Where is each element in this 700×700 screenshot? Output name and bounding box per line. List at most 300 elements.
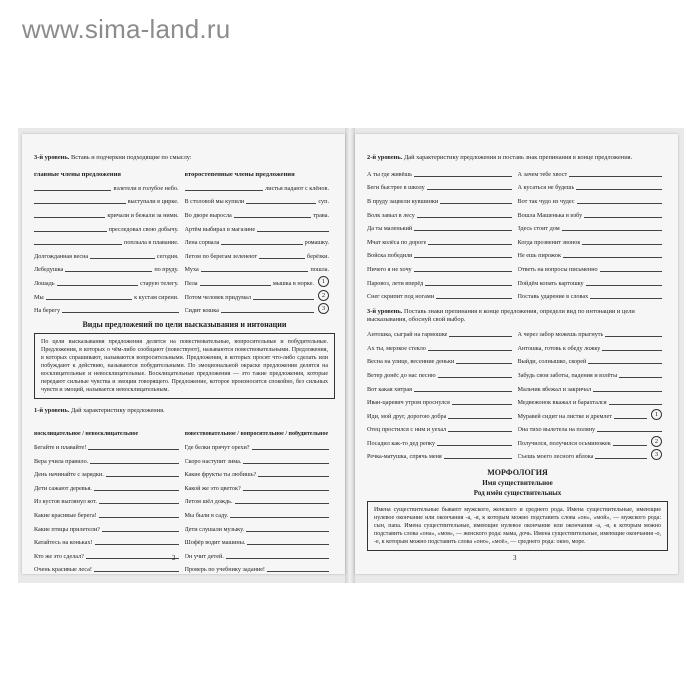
sentence-end: по пруду. bbox=[154, 266, 179, 274]
answer-blank[interactable] bbox=[448, 418, 511, 419]
answer-blank[interactable] bbox=[90, 258, 155, 259]
answer-blank[interactable] bbox=[258, 476, 329, 477]
answer-blank[interactable] bbox=[221, 312, 314, 313]
sentence-text: Выйди, солнышко, скорей bbox=[517, 358, 587, 366]
exercise-row bbox=[34, 178, 335, 192]
sentence-text: Проверь по учебнику задание! bbox=[184, 566, 265, 574]
sentence-text: Весна на улице, весенние деньки bbox=[367, 358, 455, 366]
sentence-text: Антошка, готовь к обеду ложку bbox=[517, 344, 601, 352]
answer-blank[interactable] bbox=[609, 404, 662, 405]
answer-blank[interactable] bbox=[94, 490, 179, 491]
answer-blank[interactable] bbox=[106, 476, 179, 477]
answer-blank[interactable] bbox=[597, 431, 662, 432]
left-level3-heading: 3-й уровень. Вставь и подчеркни подходящие по смыслу: bbox=[34, 154, 192, 161]
exercise-cell bbox=[34, 253, 185, 260]
sentence-text: Кто же это сделал? bbox=[34, 552, 84, 560]
exercise-cell bbox=[518, 252, 669, 259]
answer-blank[interactable] bbox=[46, 299, 132, 300]
exercise-cell bbox=[34, 471, 185, 478]
exercise-cell bbox=[518, 198, 669, 205]
left-level1-rows bbox=[34, 437, 335, 573]
sentence-end: суп. bbox=[318, 198, 329, 206]
answer-blank[interactable] bbox=[247, 544, 329, 545]
exercise-cell bbox=[34, 566, 185, 573]
sentence-text: Муравей сидит на листке и дремлет bbox=[517, 412, 612, 420]
answer-blank[interactable] bbox=[34, 217, 105, 218]
exercise-cell bbox=[518, 399, 669, 406]
answer-blank[interactable] bbox=[427, 189, 512, 190]
right-level3-heading: 3-й уровень. Поставь знаки препинания в конце предложения, определи вид по интонации и цели высказывания, обоснуй свой выбор. bbox=[367, 308, 635, 324]
exercise-cell bbox=[185, 266, 336, 273]
exercise-cell bbox=[518, 436, 669, 447]
sentence-text: Отец простился с ним и уехал bbox=[367, 426, 447, 434]
answer-blank[interactable] bbox=[444, 458, 512, 459]
exercise-row bbox=[367, 379, 668, 393]
exercise-cell bbox=[367, 225, 518, 232]
exercise-cell bbox=[34, 512, 185, 519]
sentence-text: Вера учила правило. bbox=[34, 457, 89, 465]
answer-blank[interactable] bbox=[425, 285, 511, 286]
exercise-cell bbox=[367, 171, 518, 178]
exercise-cell bbox=[367, 372, 518, 379]
sentence-end: выступали в цирке. bbox=[127, 198, 179, 206]
answer-blank[interactable] bbox=[414, 230, 511, 231]
page-number-right: 3 bbox=[513, 554, 517, 562]
sentence-text: А ты где живёшь bbox=[367, 170, 412, 178]
sentence-text: Ничего я не хочу bbox=[367, 265, 412, 273]
exercise-cell bbox=[34, 185, 185, 192]
sentence-text: Беги быстрее в школу bbox=[367, 184, 425, 192]
exercise-row bbox=[367, 178, 668, 192]
gender-rule-box: Имена существительные бывают мужского, женского и среднего рода. Имена существительные, имеющие нулевое окончание или окончания -а, -я, к которым можно подставить слова «он», «мой», — мужского рода: сын, папа. Имена существительные, имеющие нулевое окончание или окончания -а, -я, к которым можно подставить слова «она», «моя», — женского рода: мама, дочь. Имена существительные, имеющие окончания -о, -е, к которым можно подставить слова «оно», «моё», — среднего рода: окно, море. bbox=[367, 501, 668, 551]
exercise-row bbox=[34, 273, 335, 287]
answer-blank[interactable] bbox=[605, 336, 662, 337]
answer-blank[interactable] bbox=[569, 176, 662, 177]
sentence-text: Он учит детей. bbox=[184, 552, 224, 560]
exercise-cell bbox=[367, 345, 518, 352]
answer-blank[interactable] bbox=[614, 418, 647, 419]
exercise-cell bbox=[185, 276, 336, 287]
sentence-end: взлетели в голубое небо. bbox=[113, 184, 179, 192]
answer-blank[interactable] bbox=[99, 503, 179, 504]
answer-blank[interactable] bbox=[246, 203, 316, 204]
exercise-cell bbox=[367, 413, 518, 420]
exercise-cell bbox=[367, 399, 518, 406]
exercise-cell bbox=[34, 539, 185, 546]
answer-blank[interactable] bbox=[102, 531, 179, 532]
sentence-start: Потом человек придумал bbox=[184, 293, 251, 301]
answer-blank[interactable] bbox=[584, 217, 662, 218]
exercise-cell bbox=[367, 212, 518, 219]
answer-blank[interactable] bbox=[593, 391, 662, 392]
sentence-text: Вот какая хитрая bbox=[367, 385, 412, 393]
exercise-cell bbox=[518, 280, 669, 287]
exercise-cell bbox=[518, 266, 669, 273]
sentence-text: Посадил как-то дед репку bbox=[367, 439, 436, 447]
page-number-left: 2 bbox=[172, 554, 176, 562]
exercise-row bbox=[367, 338, 668, 352]
exercise-cell bbox=[518, 449, 669, 460]
watermark: www.sima-land.ru bbox=[22, 14, 231, 44]
answer-blank[interactable] bbox=[428, 244, 511, 245]
sentence-text: Дети сажают деревья. bbox=[34, 484, 92, 492]
sentence-start: Артём выбирал в магазине bbox=[184, 225, 256, 233]
exercise-row bbox=[34, 546, 335, 560]
sentence-text: Да ты маленький bbox=[367, 225, 413, 233]
exercise-row bbox=[34, 192, 335, 206]
exercise-cell bbox=[367, 266, 518, 273]
exercise-cell bbox=[518, 386, 669, 393]
answer-blank[interactable] bbox=[437, 445, 511, 446]
left-level3-column-heads: главные члены предложения второстепенные члены предложения bbox=[34, 171, 295, 179]
exercise-cell bbox=[34, 458, 185, 465]
exercise-cell bbox=[185, 226, 336, 233]
sentence-end: преследовал свою добычу. bbox=[108, 225, 179, 233]
sentence-start: На берегу bbox=[34, 307, 61, 315]
gender-title: Род имён существительных bbox=[473, 489, 562, 498]
exercise-cell bbox=[34, 239, 185, 246]
sentence-end: сегодня. bbox=[156, 252, 179, 260]
sentence-text: Ответь на вопросы письменно bbox=[517, 265, 598, 273]
sentence-start: Во дворе выросла bbox=[184, 211, 232, 219]
sentence-text: Дети слушали музыку. bbox=[184, 525, 245, 533]
sentence-text: Очень красивые леса! bbox=[34, 566, 92, 574]
exercise-cell bbox=[367, 440, 518, 447]
exercise-row bbox=[34, 287, 335, 301]
sentence-end: кричали и бежали за ними. bbox=[107, 211, 179, 219]
exercise-cell bbox=[185, 303, 336, 314]
sentence-text: Мальчик вбежал и закричал bbox=[517, 385, 592, 393]
exercise-cell bbox=[518, 293, 669, 300]
answer-blank[interactable] bbox=[253, 299, 314, 300]
answer-blank[interactable] bbox=[440, 203, 511, 204]
answer-blank[interactable] bbox=[65, 271, 152, 272]
sentence-text: Когда прозвенит звонок bbox=[517, 238, 581, 246]
exercise-row bbox=[34, 505, 335, 519]
answer-blank[interactable] bbox=[86, 558, 179, 559]
answer-blank[interactable] bbox=[201, 271, 309, 272]
answer-blank[interactable] bbox=[613, 445, 647, 446]
difficulty-number-badge: 1 bbox=[651, 409, 662, 420]
difficulty-number-badge: 3 bbox=[318, 303, 329, 314]
exercise-cell bbox=[367, 358, 518, 365]
answer-blank[interactable] bbox=[88, 449, 178, 450]
answer-blank[interactable] bbox=[34, 231, 107, 232]
sentence-text: Она тихо вылетела на поляну bbox=[517, 426, 596, 434]
sentence-text: Вот так чудо из чудес bbox=[517, 197, 575, 205]
sentence-end: мышка в норке. bbox=[272, 279, 314, 287]
sentence-end: к кустам сирени. bbox=[134, 293, 179, 301]
sentence-text: Иди, мой друг, дорогою добра bbox=[367, 412, 447, 420]
exercise-row bbox=[34, 437, 335, 451]
answer-blank[interactable] bbox=[456, 363, 511, 364]
sentence-text: Шофёр водит машины. bbox=[184, 539, 246, 547]
sentence-text: Скоро наступит зима. bbox=[184, 457, 242, 465]
exercise-cell bbox=[367, 184, 518, 191]
sentence-start: Долгожданная весна bbox=[34, 252, 89, 260]
answer-blank[interactable] bbox=[57, 285, 138, 286]
answer-blank[interactable] bbox=[34, 190, 111, 191]
exercise-row bbox=[34, 451, 335, 465]
answer-blank[interactable] bbox=[62, 312, 178, 313]
right-level2-rows bbox=[367, 164, 668, 300]
sentence-text: Пойдём копать картошку bbox=[517, 279, 584, 287]
sentence-text: Паровоз, лети вперёд bbox=[367, 279, 424, 287]
difficulty-number-badge: 2 bbox=[318, 290, 329, 301]
right-level2-heading: 2-й уровень. Дай характеристику предложения и поставь знак препинания в конце предложения. bbox=[367, 154, 633, 161]
sentence-text: Речка-матушка, спрячь меня bbox=[367, 453, 442, 461]
exercise-cell bbox=[34, 307, 185, 314]
sentence-start: Лошадь bbox=[34, 279, 55, 287]
exercise-cell bbox=[185, 458, 336, 465]
answer-blank[interactable] bbox=[200, 285, 271, 286]
sentence-text: Мчат колёса по дороге bbox=[367, 238, 427, 246]
answer-blank[interactable] bbox=[221, 244, 302, 245]
exercise-cell bbox=[34, 444, 185, 451]
sentence-start: Летом по берегам зеленеют bbox=[184, 252, 258, 260]
exercise-row bbox=[34, 478, 335, 492]
sentence-end: поплыла в плавание. bbox=[124, 239, 179, 247]
exercise-cell bbox=[185, 185, 336, 192]
sentence-start: В столовой мы купили bbox=[184, 198, 245, 206]
noun-title: Имя существительное bbox=[482, 479, 553, 488]
exercise-cell bbox=[367, 293, 518, 300]
exercise-row bbox=[367, 365, 668, 379]
exercise-row bbox=[34, 560, 335, 574]
answer-blank[interactable] bbox=[90, 463, 178, 464]
exercise-row bbox=[34, 260, 335, 274]
sentence-text: Получился, получился осьминожек bbox=[517, 439, 611, 447]
exercise-cell bbox=[518, 225, 669, 232]
answer-blank[interactable] bbox=[185, 190, 264, 191]
exercise-cell bbox=[518, 372, 669, 379]
exercise-cell bbox=[367, 453, 518, 460]
exercise-row bbox=[367, 325, 668, 339]
exercise-cell bbox=[185, 212, 336, 219]
answer-blank[interactable] bbox=[438, 377, 512, 378]
exercise-cell bbox=[185, 485, 336, 492]
answer-blank[interactable] bbox=[563, 257, 662, 258]
sentence-end: трава. bbox=[313, 211, 329, 219]
answer-blank[interactable] bbox=[94, 571, 179, 572]
sentence-text: Какой же это цветок? bbox=[184, 484, 241, 492]
exercise-cell bbox=[367, 239, 518, 246]
sentence-text: Ах ты, мерзкое стекло bbox=[367, 344, 426, 352]
exercise-row bbox=[367, 191, 668, 205]
right-level3-rows bbox=[367, 325, 668, 461]
exercise-cell bbox=[518, 358, 669, 365]
left-page bbox=[22, 134, 345, 574]
answer-blank[interactable] bbox=[235, 503, 330, 504]
answer-blank[interactable] bbox=[576, 189, 662, 190]
answer-blank[interactable] bbox=[562, 230, 662, 231]
answer-blank[interactable] bbox=[267, 571, 329, 572]
answer-blank[interactable] bbox=[257, 231, 329, 232]
exercise-cell bbox=[367, 252, 518, 259]
exercise-cell bbox=[185, 444, 336, 451]
exercise-cell bbox=[518, 345, 669, 352]
exercise-cell bbox=[185, 512, 336, 519]
book-fold bbox=[345, 128, 355, 583]
sentence-text: Антошка, сыграй на гармошке bbox=[367, 331, 448, 339]
sentence-text: Вошла Машенька в избу bbox=[517, 211, 583, 219]
sentence-end: старую телегу. bbox=[140, 279, 179, 287]
answer-blank[interactable] bbox=[414, 257, 511, 258]
exercise-cell bbox=[518, 171, 669, 178]
exercise-row bbox=[367, 447, 668, 461]
exercise-row bbox=[367, 406, 668, 420]
sentence-text: Летом шёл дождь. bbox=[184, 498, 233, 506]
answer-blank[interactable] bbox=[234, 217, 311, 218]
exercise-row bbox=[367, 352, 668, 366]
exercise-cell bbox=[34, 280, 185, 287]
exercise-cell bbox=[34, 198, 185, 205]
sentence-text: Из кустов выглянул кот. bbox=[34, 498, 97, 506]
answer-blank[interactable] bbox=[243, 463, 329, 464]
answer-blank[interactable] bbox=[428, 350, 512, 351]
sentence-text: Забудь свои заботы, падения и взлёты bbox=[517, 371, 618, 379]
answer-blank[interactable] bbox=[246, 531, 329, 532]
exercise-cell bbox=[185, 553, 336, 560]
exercise-row bbox=[367, 246, 668, 260]
sentence-text: Снег скрипит под ногами bbox=[367, 293, 435, 301]
sentence-start: Пела bbox=[184, 279, 198, 287]
sentence-text: Ветер донёс до нас песню bbox=[367, 371, 436, 379]
sentence-text: А зачем тебе хвост bbox=[517, 170, 568, 178]
exercise-cell bbox=[518, 426, 669, 433]
sentence-start: Сидит кошка bbox=[184, 307, 219, 315]
answer-blank[interactable] bbox=[452, 404, 512, 405]
exercise-row bbox=[34, 519, 335, 533]
exercise-cell bbox=[367, 198, 518, 205]
sentence-text: Мы были в саду. bbox=[184, 511, 229, 519]
answer-blank[interactable] bbox=[95, 544, 179, 545]
sentence-text: Иван-царевич утром проснулся bbox=[367, 399, 450, 407]
exercise-row bbox=[367, 433, 668, 447]
theory-box: По цели высказывания предложения делятся на повествовательные, вопросительные и побудительные. Предложения, в которых о чём-либо сообщают (повествуют), называются повествовательными. Предложения, в которых спрашивают, называются вопросительными. Предложения, в которых просят что-либо сделать или побуждают к действию, называются побудительными. По эмоциональной окраске предложения делятся на восклицательные и невосклицательные. Восклицательные предложения — это такие предложения, которые передают сильные чувства и эмоции говорящего. Предложение, которое произносится спокойно, без сильных чувств и эмоций, называется невосклицательным. bbox=[34, 333, 335, 399]
answer-blank[interactable] bbox=[230, 517, 329, 518]
exercise-cell bbox=[34, 485, 185, 492]
exercise-cell bbox=[185, 239, 336, 246]
answer-blank[interactable] bbox=[577, 203, 663, 204]
sentence-text: Катайтесь на коньках! bbox=[34, 539, 93, 547]
exercise-cell bbox=[34, 526, 185, 533]
answer-blank[interactable] bbox=[34, 203, 126, 204]
exercise-row bbox=[367, 259, 668, 273]
answer-blank[interactable] bbox=[252, 449, 329, 450]
exercise-cell bbox=[367, 386, 518, 393]
answer-blank[interactable] bbox=[582, 244, 662, 245]
answer-blank[interactable] bbox=[449, 336, 511, 337]
sentence-start: Муха bbox=[184, 266, 199, 274]
sentence-end: пошла. bbox=[310, 266, 329, 274]
sentence-text: Какие птицы прилетели? bbox=[34, 525, 100, 533]
answer-blank[interactable] bbox=[259, 258, 305, 259]
exercise-cell bbox=[367, 331, 518, 338]
exercise-row bbox=[34, 301, 335, 315]
difficulty-number-badge: 3 bbox=[651, 449, 662, 460]
exercise-cell bbox=[185, 471, 336, 478]
exercise-cell bbox=[34, 212, 185, 219]
exercise-row bbox=[34, 465, 335, 479]
answer-blank[interactable] bbox=[590, 298, 662, 299]
left-level1-heading: 1-й уровень. Дай характеристику предложения. bbox=[34, 407, 165, 415]
sentence-text: Волк завыл в лесу bbox=[367, 211, 415, 219]
exercise-row bbox=[367, 219, 668, 233]
answer-blank[interactable] bbox=[588, 363, 662, 364]
answer-blank[interactable] bbox=[226, 558, 329, 559]
exercise-cell bbox=[367, 426, 518, 433]
answer-blank[interactable] bbox=[448, 431, 511, 432]
sentence-start: Мы bbox=[34, 293, 44, 301]
exercise-cell bbox=[518, 212, 669, 219]
exercise-cell bbox=[185, 526, 336, 533]
answer-blank[interactable] bbox=[414, 271, 512, 272]
answer-blank[interactable] bbox=[414, 176, 512, 177]
exercise-row bbox=[367, 205, 668, 219]
exercise-row bbox=[367, 393, 668, 407]
exercise-row bbox=[367, 287, 668, 301]
exercise-row bbox=[367, 273, 668, 287]
sentence-text: Здесь стоит дом bbox=[517, 225, 560, 233]
exercise-cell bbox=[518, 239, 669, 246]
exercise-cell bbox=[34, 226, 185, 233]
answer-blank[interactable] bbox=[243, 490, 329, 491]
answer-blank[interactable] bbox=[436, 298, 511, 299]
exercise-row bbox=[367, 232, 668, 246]
exercise-cell bbox=[34, 294, 185, 301]
exercise-cell bbox=[34, 266, 185, 273]
answer-blank[interactable] bbox=[34, 244, 122, 245]
right-page bbox=[355, 134, 678, 574]
morphology-title: МОРФОЛОГИЯ bbox=[487, 468, 548, 478]
sentence-end: ромашку. bbox=[304, 239, 329, 247]
sentence-text: Где белки прячут орехи? bbox=[184, 443, 250, 451]
sentence-text: Поставь ударение в словах bbox=[517, 293, 589, 301]
answer-blank[interactable] bbox=[417, 217, 512, 218]
answer-blank[interactable] bbox=[99, 517, 179, 518]
answer-blank[interactable] bbox=[414, 391, 512, 392]
exercise-row bbox=[34, 492, 335, 506]
exercise-cell bbox=[185, 539, 336, 546]
sentence-end: листья падают с клёнов. bbox=[265, 184, 329, 192]
answer-blank[interactable] bbox=[600, 271, 662, 272]
exercise-cell bbox=[185, 253, 336, 260]
sentence-text: Медвежонок вкажал и барахтался bbox=[517, 399, 607, 407]
sentence-text: Съешь моего лесного яблока bbox=[517, 453, 594, 461]
sentence-start: Лена сорвала bbox=[184, 239, 220, 247]
exercise-cell bbox=[185, 498, 336, 505]
section-title: Виды предложений по цели высказывания и интонации bbox=[82, 320, 287, 330]
exercise-row bbox=[34, 233, 335, 247]
answer-blank[interactable] bbox=[619, 377, 662, 378]
difficulty-number-badge: 2 bbox=[651, 436, 662, 447]
answer-blank[interactable] bbox=[595, 458, 647, 459]
exercise-row bbox=[34, 246, 335, 260]
left-level1-column-heads: восклицательное / невосклицательное повествовательное / вопросительное / побудительное bbox=[34, 431, 329, 438]
left-level3-rows bbox=[34, 178, 335, 314]
answer-blank[interactable] bbox=[586, 285, 662, 286]
exercise-row bbox=[34, 219, 335, 233]
exercise-cell bbox=[185, 198, 336, 205]
sentence-text: Какие фрукты ты любишь? bbox=[184, 471, 257, 479]
exercise-cell bbox=[518, 409, 669, 420]
exercise-cell bbox=[367, 280, 518, 287]
exercise-cell bbox=[185, 290, 336, 301]
sentence-text: А через забор можешь прыгнуть bbox=[517, 331, 604, 339]
answer-blank[interactable] bbox=[602, 350, 662, 351]
difficulty-number-badge: 1 bbox=[318, 276, 329, 287]
